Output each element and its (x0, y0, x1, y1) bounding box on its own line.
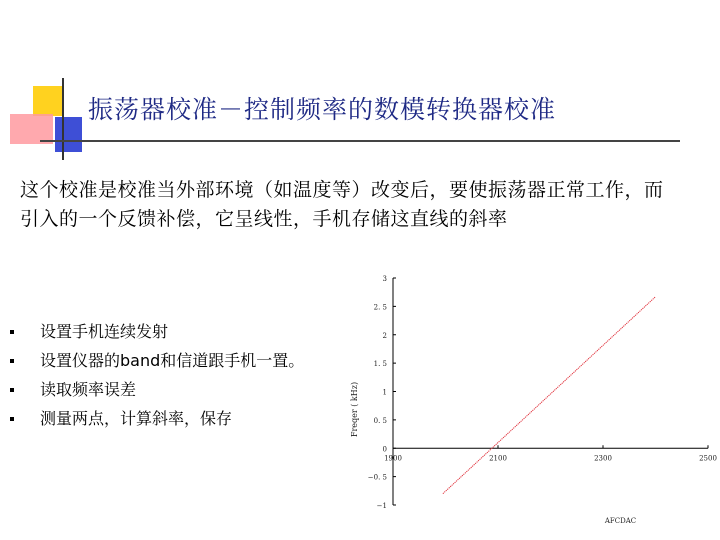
y-tick-label: 0. 5 (373, 416, 387, 425)
logo-vertical-line (62, 78, 64, 160)
bullet-text: 读取频率误差 (40, 380, 137, 399)
title-underline (40, 140, 680, 142)
slide-title: 振荡器校准－控制频率的数模转换器校准 (88, 95, 557, 124)
bullet-dot-icon (10, 330, 14, 334)
intro-text: 这个校准是校准当外部环境（如温度等）改变后，要使振荡器正常工作，而引入的一个反馈补偿，它呈线性，手机存储这直线的斜率 (20, 179, 664, 230)
bullet-dot-icon (10, 388, 14, 392)
bullet-item (10, 404, 304, 433)
logo-yellow-square (33, 86, 63, 116)
y-tick-label: 0 (382, 445, 387, 454)
y-tick-label: 2. 5 (373, 303, 387, 312)
x-axis-label: AFCDAC (604, 517, 637, 525)
bullet-text: 设置手机连续发射 (40, 322, 169, 341)
y-tick-label: 1. 5 (373, 360, 387, 369)
y-axis-label: Freqer ( kHz) (350, 381, 359, 438)
frequency-chart (340, 265, 720, 540)
bullet-item (10, 346, 304, 375)
y-tick-label: −1 (376, 502, 387, 510)
y-tick-label: −0. 5 (367, 473, 387, 482)
bullet-list (10, 317, 304, 433)
y-tick-label: 1 (382, 388, 387, 397)
series-line (443, 297, 656, 494)
x-tick-label: 2300 (594, 454, 612, 463)
bullet-dot-icon (10, 359, 14, 363)
x-tick-label: 2500 (699, 454, 717, 463)
logo-blue-square (55, 117, 82, 152)
bullet-dot-icon (10, 417, 14, 421)
bullet-text: 测量两点，计算斜率，保存 (40, 409, 233, 428)
x-tick-label: 2100 (489, 454, 507, 463)
bullet-text: 设置仪器的band和信道跟手机一置。 (40, 351, 305, 370)
bullet-item (10, 317, 304, 346)
x-tick-label: 1900 (384, 454, 402, 463)
y-tick-label: 3 (382, 275, 387, 283)
logo-decoration (0, 0, 110, 170)
bullet-item (10, 375, 304, 404)
y-tick-label: 2 (382, 331, 387, 340)
